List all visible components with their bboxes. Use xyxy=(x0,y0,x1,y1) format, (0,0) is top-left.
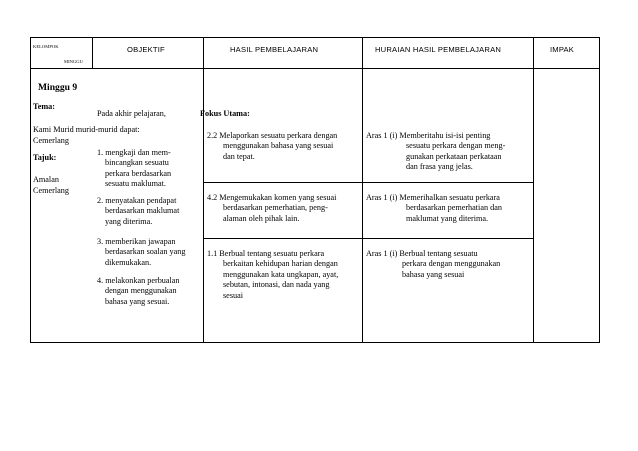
header-kelompok: KELOMPOK xyxy=(33,44,59,49)
fokus-utama-label: Fokus Utama: xyxy=(200,109,250,118)
col-divider-2 xyxy=(203,37,204,343)
col-divider-4 xyxy=(533,37,534,343)
tema-line-1: Kami Murid murid-murid dapat: xyxy=(33,125,140,134)
tema-line-2: Cemerlang xyxy=(33,136,69,145)
col-divider-3 xyxy=(362,37,363,343)
hasil-item-2: 4.2 Mengemukakan komen yang sesuai berdasarkan pemerhatian, peng- alaman oleh pihak lain. xyxy=(207,193,337,223)
huraian-item-3: Aras 1 (i) Berbual tentang sesuatu perkara dengan menggunakan bahasa yang sesuai xyxy=(366,249,501,279)
table-border-bottom xyxy=(30,342,600,343)
header-huraian: HURAIAN HASIL PEMBELAJARAN xyxy=(375,45,502,54)
tema-label: Tema: xyxy=(33,102,55,111)
tajuk-label: Tajuk: xyxy=(33,153,57,162)
objektif-intro: Pada akhir pelajaran, xyxy=(97,109,166,118)
hasil-item-3: 1.1 Berbual tentang sesuatu perkara berkaitan kehidupan harian dengan menggunakan kata ungkapan, ayat, sebutan, intonasi, dan nada yang sesuai xyxy=(207,249,339,300)
table-border-left xyxy=(30,37,31,343)
header-divider xyxy=(30,68,600,69)
objektif-item-4: 4. melakonkan perbualan dengan menggunakan bahasa yang sesuai. xyxy=(97,276,180,306)
header-objektif: OBJEKTIF xyxy=(127,45,165,54)
tajuk-line-1: Amalan xyxy=(33,175,59,184)
objektif-item-1: 1. mengkaji dan mem- bincangkan sesuatu perkara berdasarkan sesuatu maklumat. xyxy=(97,148,172,189)
huraian-item-2: Aras 1 (i) Memerihalkan sesuatu perkara berdasarkan pemerhatian dan maklumat yang diterima. xyxy=(366,193,502,223)
huraian-item-1: Aras 1 (i) Memberitahu isi-isi penting sesuatu perkara dengan meng- gunakan perkataan perkataan dan frasa yang jelas. xyxy=(366,131,506,172)
row-divider-2 xyxy=(203,238,533,239)
week-label: Minggu 9 xyxy=(38,82,78,93)
table-border-right xyxy=(599,37,600,343)
table-border-top xyxy=(30,37,600,38)
header-impak: IMPAK xyxy=(550,45,575,54)
col-divider-1 xyxy=(92,37,93,69)
header-minggu: MINGGU xyxy=(64,59,83,64)
objektif-item-2: 2. menyatakan pendapat berdasarkan maklumat yang diterima. xyxy=(97,196,180,226)
hasil-item-1: 2.2 Melaporkan sesuatu perkara dengan menggunakan bahasa yang sesuai dan tepat. xyxy=(207,131,338,161)
tajuk-line-2: Cemerlang xyxy=(33,186,69,195)
header-hasil: HASIL PEMBELAJARAN xyxy=(230,45,319,54)
objektif-item-3: 3. memberikan jawapan berdasarkan soalan yang dikemukakan. xyxy=(97,237,186,267)
row-divider-1 xyxy=(203,182,533,183)
